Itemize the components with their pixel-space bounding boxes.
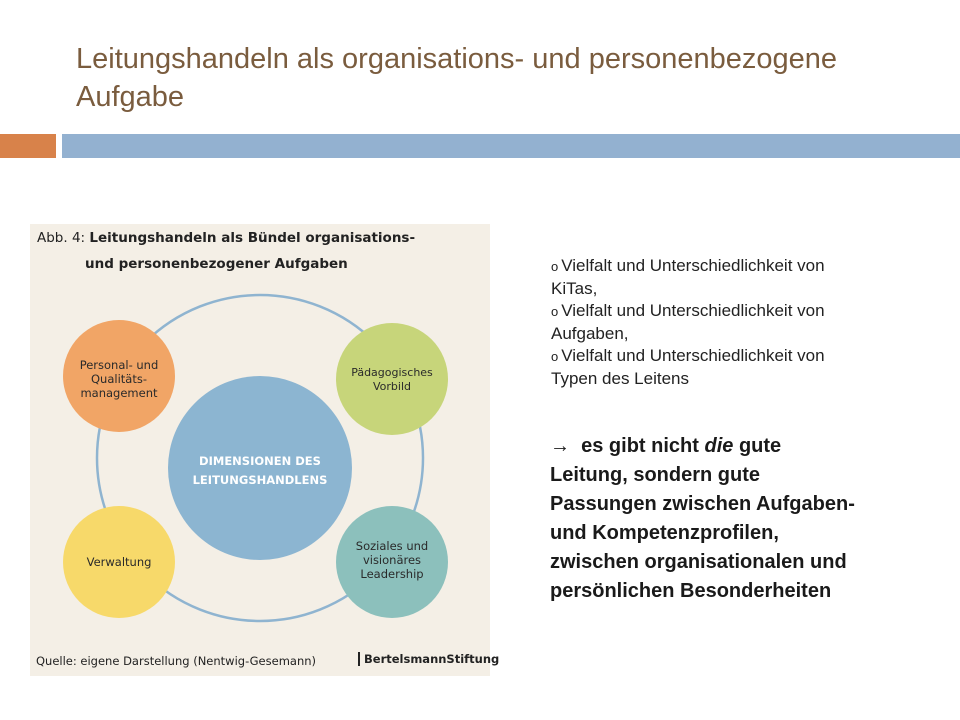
conclusion-line3: Passungen zwischen Aufgaben- bbox=[550, 493, 855, 515]
dimension-personal-line2: Qualitäts- bbox=[91, 372, 147, 386]
center-label-line2: LEITUNGSHANDLENS bbox=[192, 473, 328, 487]
slide-title: Leitungshandeln als organisations- und personenbezogene Aufgabe bbox=[76, 43, 838, 113]
conclusion-line5: zwischen organisationalen und bbox=[550, 551, 847, 573]
diagram-svg bbox=[30, 224, 490, 676]
bullet-item-2-line1: Vielfalt und Unterschiedlichkeit von bbox=[561, 301, 825, 320]
dimension-personal-line3: management bbox=[80, 386, 158, 400]
dimension-paedagogisch-circle bbox=[336, 323, 448, 435]
bullet-item-3 bbox=[551, 345, 931, 390]
dimension-paedagogisch-line1: Pädagogisches bbox=[351, 366, 433, 379]
conclusion-post: gute bbox=[738, 435, 782, 457]
conclusion-pre: es gibt nicht bbox=[581, 435, 699, 457]
conclusion-emphasis: die bbox=[704, 435, 734, 457]
bullet-item-1 bbox=[551, 255, 931, 300]
bullet-item-3-line1: Vielfalt und Unterschiedlichkeit von bbox=[561, 346, 825, 365]
conclusion-line2: Leitung, sondern gute bbox=[550, 464, 760, 486]
accent-bar-blue bbox=[62, 134, 960, 158]
conclusion-line4: und Kompetenzprofilen, bbox=[550, 522, 779, 544]
bullet-marker: o bbox=[551, 304, 559, 319]
conclusion-line6: persönlichen Besonderheiten bbox=[550, 580, 832, 602]
bullet-marker: o bbox=[551, 349, 559, 364]
dimension-personal-line1: Personal- und bbox=[79, 358, 159, 372]
bullet-item-1-line2: KiTas, bbox=[551, 279, 598, 298]
bullet-marker: o bbox=[551, 259, 559, 274]
dimension-leadership-line1: Soziales und bbox=[355, 539, 429, 553]
arrow-icon: → bbox=[550, 435, 570, 457]
center-circle bbox=[168, 376, 352, 560]
accent-bar-orange bbox=[0, 134, 56, 158]
figure-title-line1: Leitungshandeln als Bündel organisations- bbox=[89, 230, 416, 246]
conclusion-text bbox=[550, 432, 940, 606]
figure-diagram bbox=[30, 224, 500, 676]
bullet-list bbox=[551, 255, 931, 390]
dimension-verwaltung-line1: Verwaltung bbox=[86, 555, 152, 569]
figure-label: Abb. 4: bbox=[37, 230, 86, 246]
brand-logo: BertelsmannStiftung bbox=[358, 652, 499, 666]
bullet-item-2-line2: Aufgaben, bbox=[551, 324, 629, 343]
figure-title-line2: und personenbezogener Aufgaben bbox=[85, 256, 348, 272]
dimension-paedagogisch-line2: Vorbild bbox=[372, 380, 412, 393]
dimension-leadership-line3: Leadership bbox=[360, 567, 424, 581]
bullet-item-2 bbox=[551, 300, 931, 345]
figure-source: Quelle: eigene Darstellung (Nentwig-Gesemann) bbox=[36, 654, 317, 668]
center-label-line1: DIMENSIONEN DES bbox=[199, 454, 321, 468]
dimension-leadership-line2: visionäres bbox=[362, 553, 422, 567]
bullet-item-1-line1: Vielfalt und Unterschiedlichkeit von bbox=[561, 256, 825, 275]
bullet-item-3-line2: Typen des Leitens bbox=[551, 369, 689, 388]
